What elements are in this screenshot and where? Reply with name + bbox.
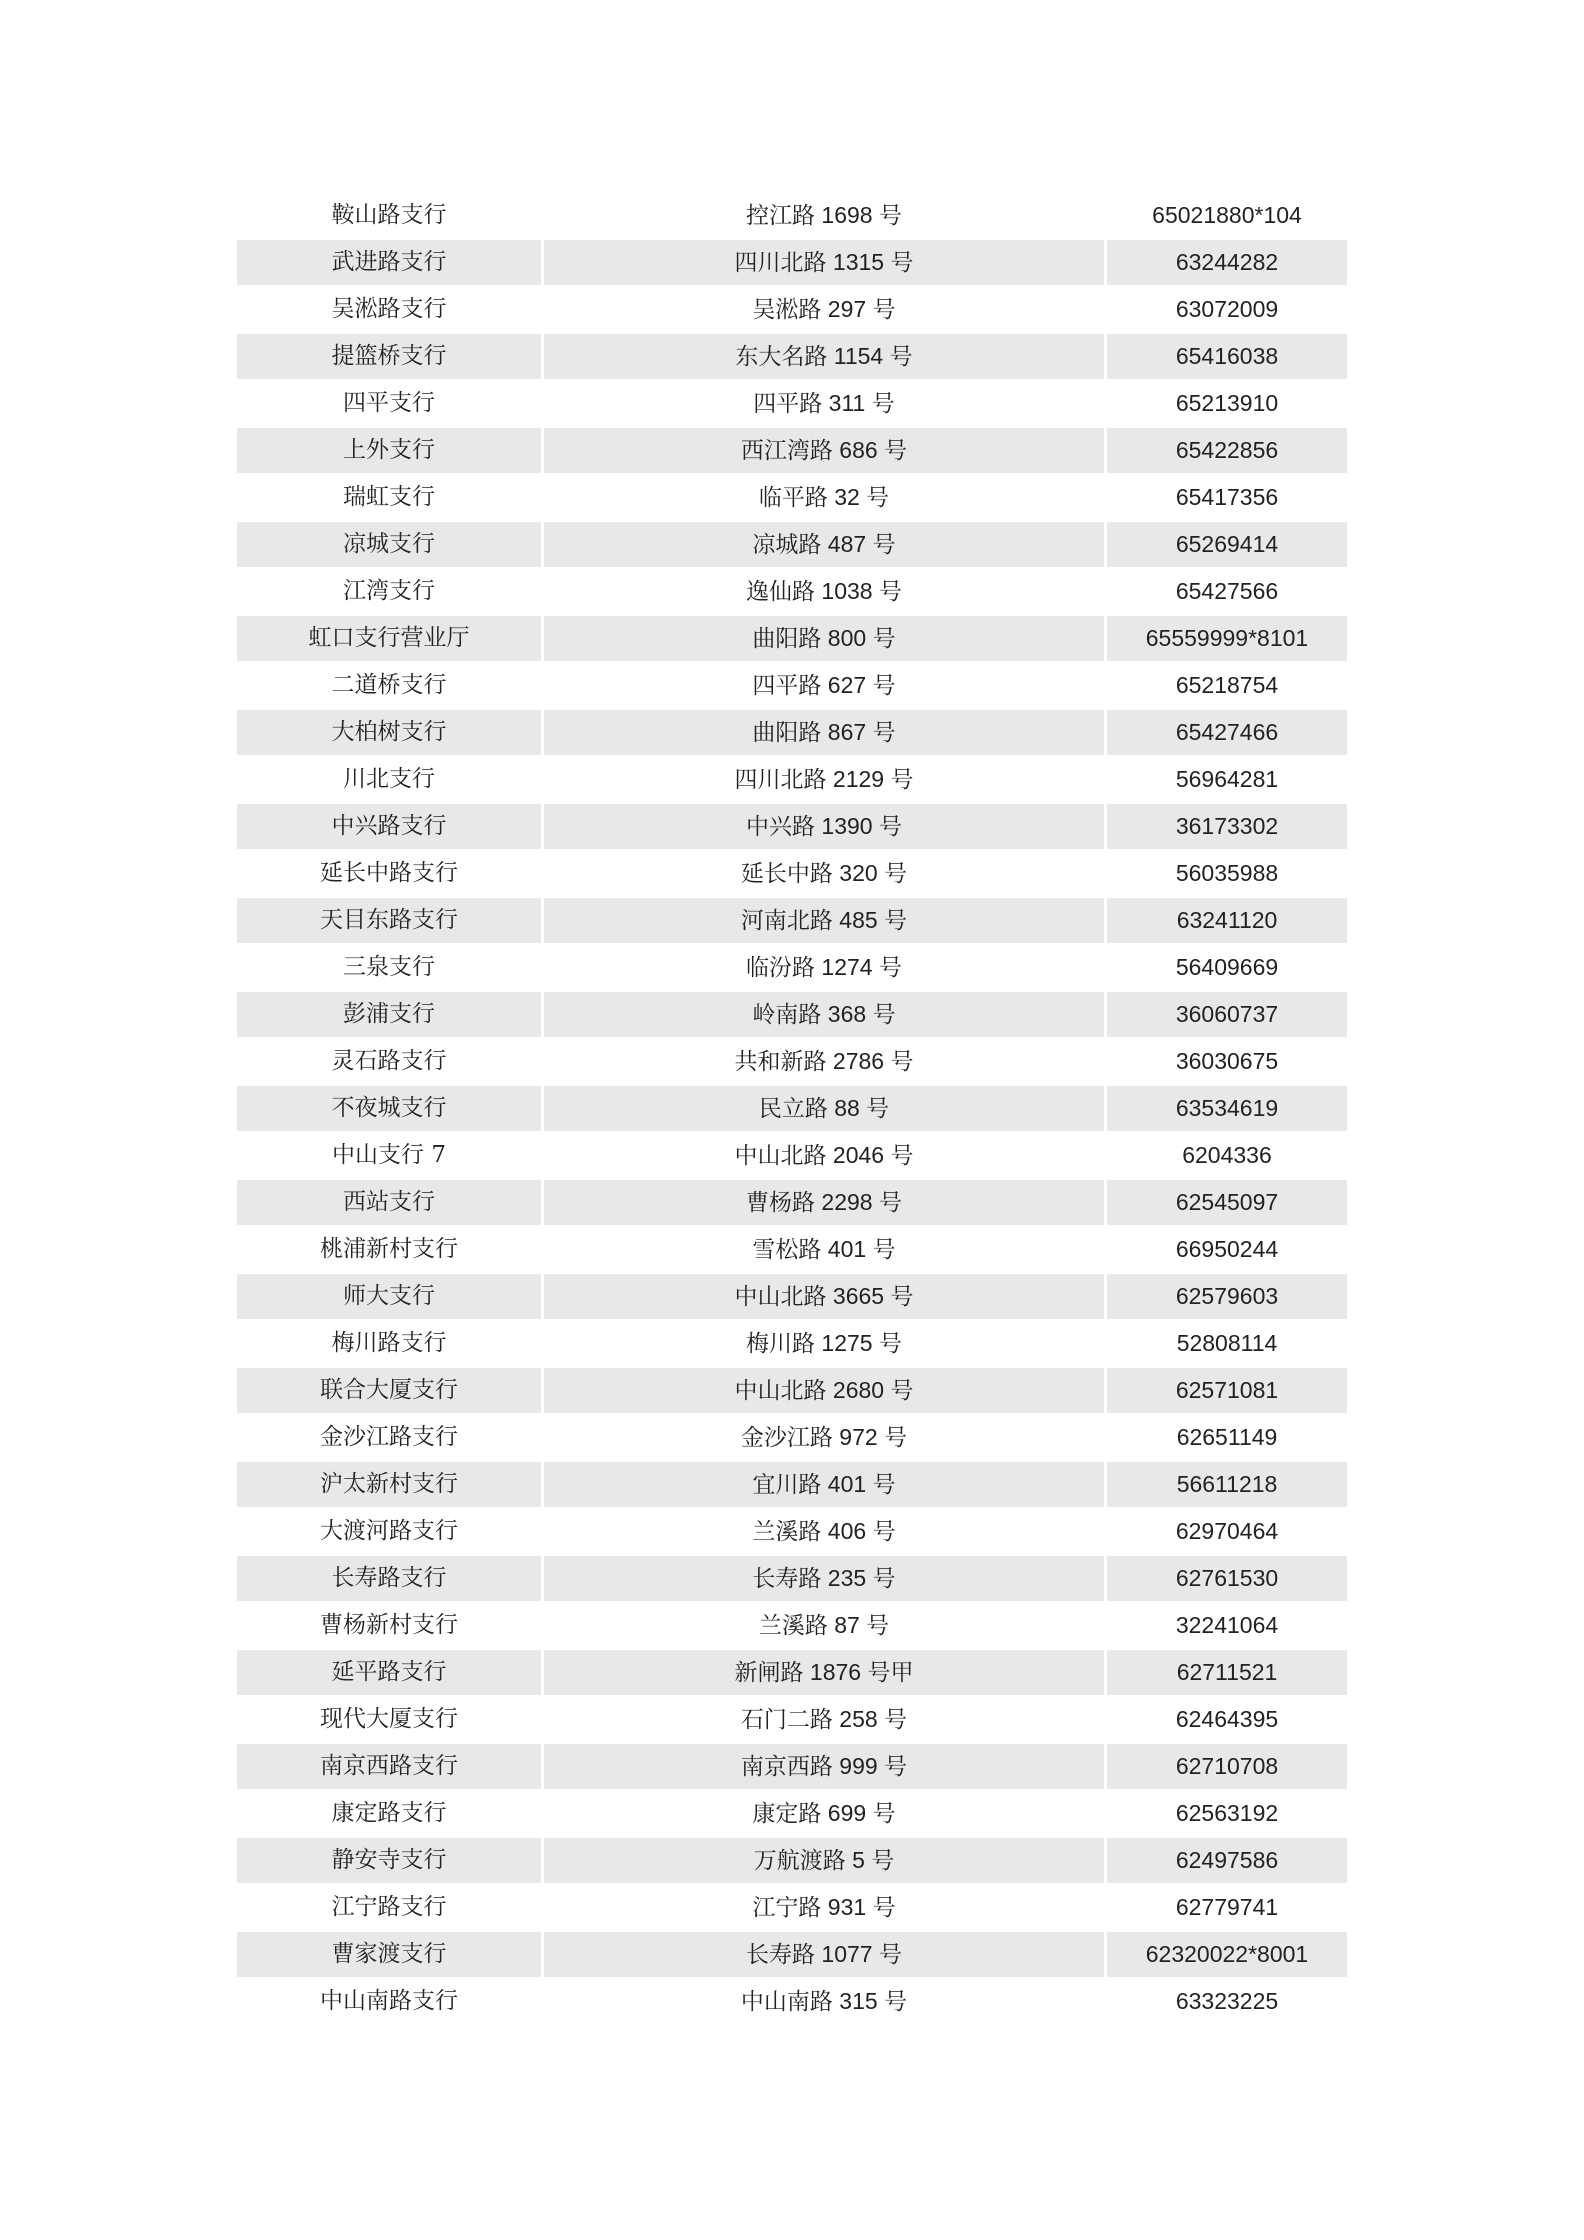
table-row [237,426,1347,473]
branch-phone-cell: 65213910 [1104,379,1347,426]
branch-phone-cell: 62545097 [1104,1178,1347,1225]
table-row [237,238,1347,285]
branch-name-cell: 瑞虹支行 [237,473,541,520]
branch-name-cell: 曹杨新村支行 [237,1601,541,1648]
table-row [237,285,1347,332]
table-row [237,755,1347,802]
branch-address-cell: 雪松路 401 号 [541,1225,1104,1272]
table-row [237,1037,1347,1084]
table-row [237,1460,1347,1507]
branch-phone-cell: 36060737 [1104,990,1347,1037]
branch-phone-cell: 62579603 [1104,1272,1347,1319]
table-row [237,1930,1347,1977]
branch-phone-cell: 65269414 [1104,520,1347,567]
branch-name-cell: 不夜城支行 [237,1084,541,1131]
table-row [237,1977,1347,2024]
branch-address-cell: 岭南路 368 号 [541,990,1104,1037]
branch-name-cell: 川北支行 [237,755,541,802]
table-row [237,849,1347,896]
branch-name-cell: 四平支行 [237,379,541,426]
branch-phone-cell: 62651149 [1104,1413,1347,1460]
table-row [237,1648,1347,1695]
branch-address-cell: 南京西路 999 号 [541,1742,1104,1789]
branch-address-cell: 中山北路 2680 号 [541,1366,1104,1413]
branch-name-cell: 三泉支行 [237,943,541,990]
table-row [237,1178,1347,1225]
table-row [237,1789,1347,1836]
branch-name-cell: 上外支行 [237,426,541,473]
branch-phone-cell: 36030675 [1104,1037,1347,1084]
branch-address-cell: 临平路 32 号 [541,473,1104,520]
branch-name-cell: 联合大厦支行 [237,1366,541,1413]
table-row [237,379,1347,426]
branch-address-cell: 河南北路 485 号 [541,896,1104,943]
branch-name-cell: 中兴路支行 [237,802,541,849]
branch-name-cell: 梅川路支行 [237,1319,541,1366]
branch-address-cell: 康定路 699 号 [541,1789,1104,1836]
branch-table-body [237,193,1347,2024]
table-row [237,990,1347,1037]
table-row [237,520,1347,567]
branch-name-cell: 现代大厦支行 [237,1695,541,1742]
branch-address-cell: 曲阳路 867 号 [541,708,1104,755]
branch-name-cell: 金沙江路支行 [237,1413,541,1460]
branch-name-cell: 武进路支行 [237,238,541,285]
branch-phone-cell: 65021880*104 [1104,193,1347,238]
table-row [237,1319,1347,1366]
branch-address-cell: 万航渡路 5 号 [541,1836,1104,1883]
branch-phone-cell: 62761530 [1104,1554,1347,1601]
branch-address-cell: 长寿路 235 号 [541,1554,1104,1601]
branch-address-cell: 控江路 1698 号 [541,193,1104,238]
branch-address-cell: 长寿路 1077 号 [541,1930,1104,1977]
branch-address-cell: 吴淞路 297 号 [541,285,1104,332]
branch-phone-cell: 56611218 [1104,1460,1347,1507]
branch-phone-cell: 62779741 [1104,1883,1347,1930]
branch-name-cell: 沪太新村支行 [237,1460,541,1507]
table-row [237,1883,1347,1930]
branch-name-cell: 提篮桥支行 [237,332,541,379]
branch-name-cell: 康定路支行 [237,1789,541,1836]
branch-phone-cell: 63244282 [1104,238,1347,285]
branch-address-cell: 西江湾路 686 号 [541,426,1104,473]
branch-phone-cell: 65416038 [1104,332,1347,379]
branch-address-cell: 四平路 627 号 [541,661,1104,708]
branch-address-cell: 四川北路 1315 号 [541,238,1104,285]
branch-table [237,193,1347,2024]
table-row [237,802,1347,849]
branch-name-cell: 江湾支行 [237,567,541,614]
branch-phone-cell: 65427566 [1104,567,1347,614]
branch-phone-cell: 32241064 [1104,1601,1347,1648]
branch-address-cell: 曹杨路 2298 号 [541,1178,1104,1225]
branch-name-cell: 天目东路支行 [237,896,541,943]
branch-address-cell: 兰溪路 87 号 [541,1601,1104,1648]
branch-address-cell: 江宁路 931 号 [541,1883,1104,1930]
branch-address-cell: 四平路 311 号 [541,379,1104,426]
table-row [237,1131,1347,1178]
branch-address-cell: 曲阳路 800 号 [541,614,1104,661]
branch-phone-cell: 62970464 [1104,1507,1347,1554]
table-row [237,1272,1347,1319]
branch-address-cell: 石门二路 258 号 [541,1695,1104,1742]
branch-phone-cell: 65417356 [1104,473,1347,520]
branch-address-cell: 共和新路 2786 号 [541,1037,1104,1084]
branch-name-cell: 大柏树支行 [237,708,541,755]
branch-name-cell: 江宁路支行 [237,1883,541,1930]
branch-name-cell: 延长中路支行 [237,849,541,896]
table-row [237,896,1347,943]
table-row [237,1366,1347,1413]
branch-phone-cell: 36173302 [1104,802,1347,849]
table-row [237,1413,1347,1460]
branch-name-cell: 鞍山路支行 [331,202,447,228]
branch-name-cell: 延平路支行 [237,1648,541,1695]
branch-phone-cell: 62497586 [1104,1836,1347,1883]
branch-phone-cell: 62320022*8001 [1104,1930,1347,1977]
branch-address-cell: 兰溪路 406 号 [541,1507,1104,1554]
table-row [237,1554,1347,1601]
table-row [237,473,1347,520]
table-row [237,193,1347,238]
branch-address-cell: 新闸路 1876 号甲 [541,1648,1104,1695]
branch-address-cell: 金沙江路 972 号 [541,1413,1104,1460]
branch-address-cell: 东大名路 1154 号 [541,332,1104,379]
table-row [237,614,1347,661]
branch-phone-cell: 56409669 [1104,943,1347,990]
table-row [237,708,1347,755]
branch-address-cell: 梅川路 1275 号 [541,1319,1104,1366]
branch-name-cell: 虹口支行营业厅 [237,614,541,661]
branch-name-cell: 吴淞路支行 [237,285,541,332]
branch-phone-cell: 65218754 [1104,661,1347,708]
branch-phone-cell: 56035988 [1104,849,1347,896]
branch-phone-cell: 65422856 [1104,426,1347,473]
table-row [237,1601,1347,1648]
table-row [237,1836,1347,1883]
branch-name-cell: 二道桥支行 [237,661,541,708]
branch-phone-cell: 6204336 [1104,1131,1347,1178]
table-row [237,1695,1347,1742]
branch-address-cell: 临汾路 1274 号 [541,943,1104,990]
branch-name-cell: 大渡河路支行 [237,1507,541,1554]
branch-phone-cell: 63534619 [1104,1084,1347,1131]
branch-phone-cell: 63241120 [1104,896,1347,943]
branch-address-cell: 延长中路 320 号 [541,849,1104,896]
branch-address-cell: 中山北路 3665 号 [541,1272,1104,1319]
branch-address-cell: 中兴路 1390 号 [541,802,1104,849]
branch-address-cell: 中山北路 2046 号 [541,1131,1104,1178]
branch-name-cell: 中山支行 7 [237,1131,541,1178]
branch-phone-cell: 66950244 [1104,1225,1347,1272]
branch-phone-cell: 62464395 [1104,1695,1347,1742]
branch-name-cell: 凉城支行 [237,520,541,567]
branch-phone-cell: 62710708 [1104,1742,1347,1789]
branch-name-cell: 彭浦支行 [237,990,541,1037]
branch-phone-cell: 63072009 [1104,285,1347,332]
branch-name-cell: 曹家渡支行 [237,1930,541,1977]
branch-name-cell: 桃浦新村支行 [237,1225,541,1272]
branch-phone-cell: 62563192 [1104,1789,1347,1836]
branch-name-cell: 静安寺支行 [237,1836,541,1883]
table-row [237,1084,1347,1131]
branch-phone-cell: 52808114 [1104,1319,1347,1366]
branch-address-cell: 民立路 88 号 [541,1084,1104,1131]
branch-phone-cell: 56964281 [1104,755,1347,802]
branch-phone-cell: 62711521 [1104,1648,1347,1695]
branch-address-cell: 四川北路 2129 号 [541,755,1104,802]
branch-address-cell: 宜川路 401 号 [541,1460,1104,1507]
table-row [237,567,1347,614]
branch-name-cell: 西站支行 [237,1178,541,1225]
table-row [237,1742,1347,1789]
branch-phone-cell: 62571081 [1104,1366,1347,1413]
branch-address-cell: 凉城路 487 号 [541,520,1104,567]
table-row [237,661,1347,708]
branch-phone-cell: 63323225 [1104,1977,1347,2024]
branch-name-cell: 灵石路支行 [237,1037,541,1084]
branch-name-cell: 南京西路支行 [237,1742,541,1789]
branch-name-cell: 师大支行 [237,1272,541,1319]
table-row [237,943,1347,990]
branch-name-cell: 中山南路支行 [237,1977,541,2024]
branch-address-cell: 逸仙路 1038 号 [541,567,1104,614]
branch-phone-cell: 65559999*8101 [1104,614,1347,661]
table-row [237,1225,1347,1272]
table-row [237,332,1347,379]
branch-address-cell: 中山南路 315 号 [541,1977,1104,2024]
branch-name-cell: 长寿路支行 [237,1554,541,1601]
branch-phone-cell: 65427466 [1104,708,1347,755]
table-row [237,1507,1347,1554]
